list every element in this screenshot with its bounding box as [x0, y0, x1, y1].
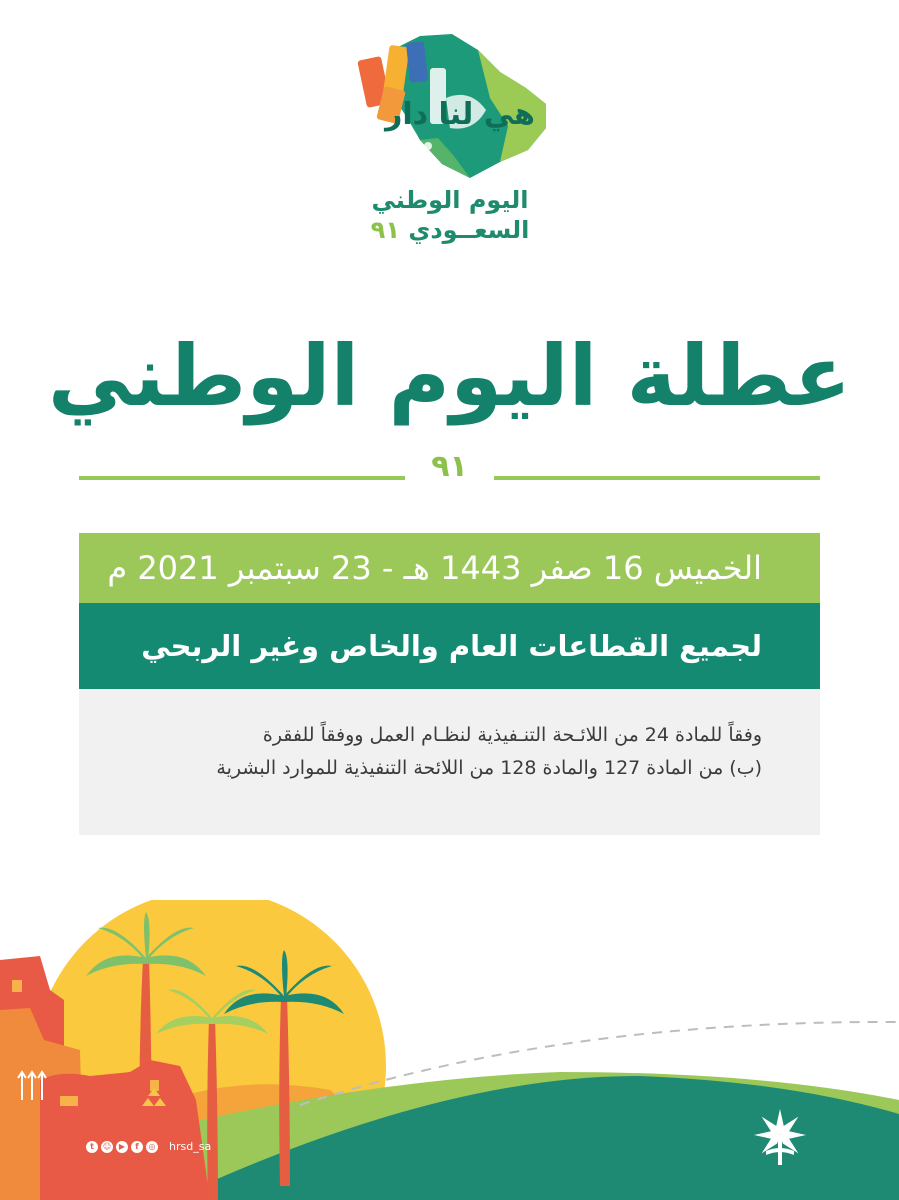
instagram-icon[interactable]: ◎ [146, 1141, 158, 1153]
palm-star-emblem-icon [748, 1105, 812, 1169]
social-links [86, 1140, 211, 1153]
twitter-icon[interactable]: t [86, 1141, 98, 1153]
divider-left [79, 476, 405, 480]
snapchat-icon[interactable]: ☺ [102, 1141, 112, 1151]
building-front [40, 1060, 210, 1200]
legal-note-line-2: (ب) من المادة 127 والمادة 128 من اللائحة التنفيذية للموارد البشرية [216, 757, 762, 780]
holiday-date-bar: الخميس 16 صفر 1443 هـ - 23 سبتمبر 2021 م [79, 533, 820, 603]
divider-right [494, 476, 820, 480]
legal-note-box [79, 689, 820, 835]
edition-number: ٩١ [431, 449, 468, 484]
page-title: عطلة اليوم الوطني [47, 327, 852, 425]
legal-note-line-1: وفقاً للمادة 24 من اللائـحة التنـفيذية لنظـام العمل ووفقاً للفقرة [262, 724, 762, 746]
logo-title-line-2 [300, 218, 600, 242]
logo-title-line-1: اليوم الوطني [371, 186, 529, 214]
social-handle[interactable]: hrsd_sa [169, 1140, 212, 1153]
logo-title-line-2-number: ٩١ [370, 216, 400, 244]
facebook-icon[interactable]: f [131, 1141, 143, 1153]
logo-title-line-2-text: السعــودي [408, 216, 530, 244]
sectors-bar: لجميع القطاعات العام والخاص وغير الربحي [79, 603, 820, 689]
youtube-icon[interactable]: ▶ [116, 1141, 128, 1153]
logo-emblem-lettering: هي لنا دار [385, 97, 535, 132]
national-day-logo-emblem [350, 28, 550, 188]
